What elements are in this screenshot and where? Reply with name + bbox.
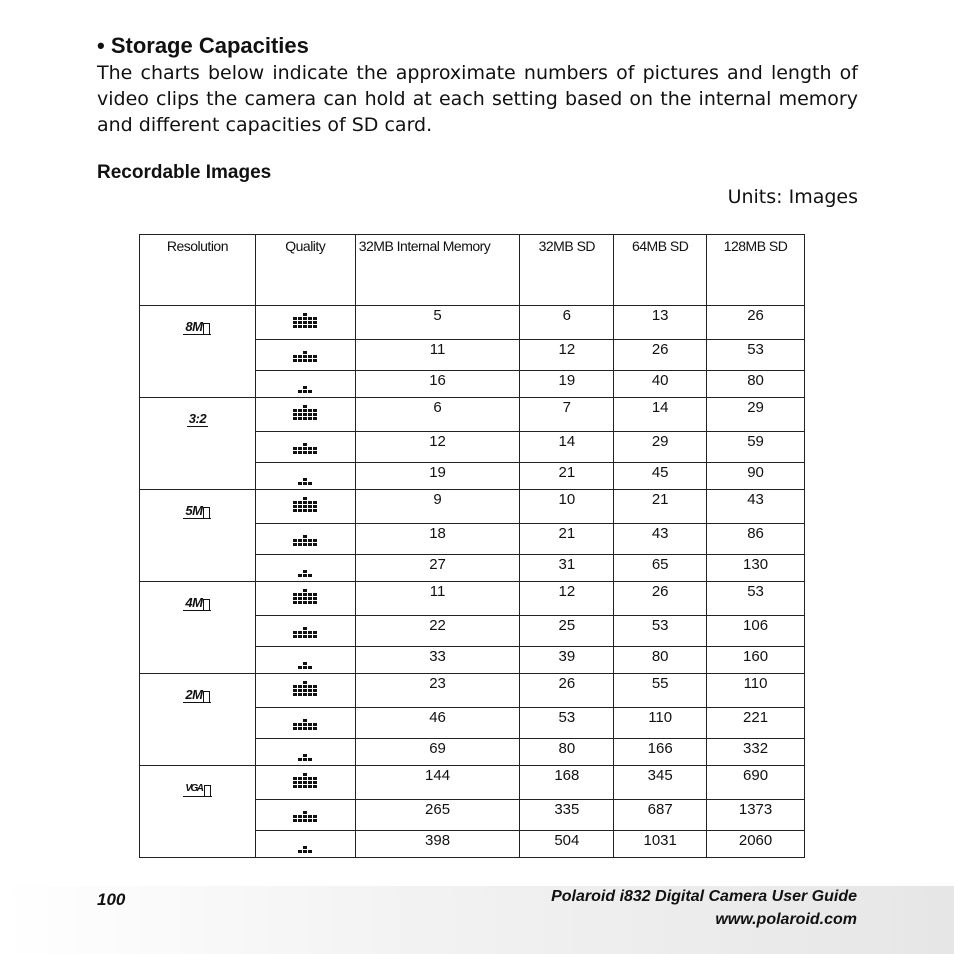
5m-resolution-icon: 5M xyxy=(183,504,211,519)
recordable-images-title: Recordable Images xyxy=(97,162,272,183)
quality-cell xyxy=(255,708,355,739)
64mb-sd-value: 55 xyxy=(614,674,707,708)
128mb-sd-value: 26 xyxy=(707,306,805,340)
128mb-sd-value: 1373 xyxy=(707,800,805,831)
header-128mb-sd: 128MB SD xyxy=(707,235,805,306)
internal-memory-value: 12 xyxy=(355,432,520,463)
128mb-sd-value: 690 xyxy=(707,766,805,800)
table-row xyxy=(140,306,805,340)
super-fine-quality-icon xyxy=(292,678,318,700)
table-row xyxy=(140,490,805,524)
fine-quality-icon xyxy=(292,528,318,550)
super-fine-quality-icon xyxy=(292,494,318,516)
32mb-sd-value: 7 xyxy=(520,398,614,432)
units-label: Units: Images xyxy=(727,186,858,208)
quality-cell xyxy=(255,582,355,616)
128mb-sd-value: 53 xyxy=(707,340,805,371)
quality-cell xyxy=(255,766,355,800)
super-fine-quality-icon xyxy=(292,402,318,424)
32mb-sd-value: 14 xyxy=(520,432,614,463)
table-row xyxy=(140,398,805,432)
storage-capacity-table xyxy=(139,234,805,858)
fine-quality-icon xyxy=(292,712,318,734)
internal-memory-value: 27 xyxy=(355,555,520,582)
internal-memory-value: 16 xyxy=(355,371,520,398)
normal-quality-icon xyxy=(292,651,318,673)
128mb-sd-value: 106 xyxy=(707,616,805,647)
table-row xyxy=(140,766,805,800)
64mb-sd-value: 26 xyxy=(614,340,707,371)
64mb-sd-value: 26 xyxy=(614,582,707,616)
64mb-sd-value: 1031 xyxy=(614,831,707,858)
32mb-sd-value: 12 xyxy=(520,340,614,371)
quality-cell xyxy=(255,371,355,398)
normal-quality-icon xyxy=(292,375,318,397)
internal-memory-value: 22 xyxy=(355,616,520,647)
32mb-sd-value: 168 xyxy=(520,766,614,800)
internal-memory-value: 19 xyxy=(355,463,520,490)
internal-memory-value: 33 xyxy=(355,647,520,674)
quality-cell xyxy=(255,831,355,858)
normal-quality-icon xyxy=(292,467,318,489)
quality-cell xyxy=(255,674,355,708)
64mb-sd-value: 43 xyxy=(614,524,707,555)
super-fine-quality-icon xyxy=(292,310,318,332)
guide-title: Polaroid i832 Digital Camera User Guide xyxy=(551,888,857,905)
3-2-resolution-icon: 3:2 xyxy=(188,411,207,426)
internal-memory-value: 11 xyxy=(355,340,520,371)
4m-resolution-icon: 4M xyxy=(183,596,211,611)
32mb-sd-value: 19 xyxy=(520,371,614,398)
resolution-cell xyxy=(140,306,256,398)
32mb-sd-value: 21 xyxy=(520,524,614,555)
footer-guide xyxy=(551,885,857,931)
32mb-sd-value: 26 xyxy=(520,674,614,708)
128mb-sd-value: 221 xyxy=(707,708,805,739)
internal-memory-value: 46 xyxy=(355,708,520,739)
super-fine-quality-icon xyxy=(292,770,318,792)
128mb-sd-value: 59 xyxy=(707,432,805,463)
resolution-cell xyxy=(140,766,256,858)
resolution-cell xyxy=(140,490,256,582)
64mb-sd-value: 21 xyxy=(614,490,707,524)
internal-memory-value: 9 xyxy=(355,490,520,524)
32mb-sd-value: 53 xyxy=(520,708,614,739)
64mb-sd-value: 80 xyxy=(614,647,707,674)
32mb-sd-value: 25 xyxy=(520,616,614,647)
header-resolution: Resolution xyxy=(140,235,256,306)
quality-cell xyxy=(255,739,355,766)
64mb-sd-value: 687 xyxy=(614,800,707,831)
quality-cell xyxy=(255,340,355,371)
128mb-sd-value: 53 xyxy=(707,582,805,616)
internal-memory-value: 144 xyxy=(355,766,520,800)
2m-resolution-icon: 2M xyxy=(183,688,211,703)
quality-cell xyxy=(255,555,355,582)
fine-quality-icon xyxy=(292,436,318,458)
64mb-sd-value: 14 xyxy=(614,398,707,432)
resolution-cell xyxy=(140,674,256,766)
64mb-sd-value: 345 xyxy=(614,766,707,800)
internal-memory-value: 18 xyxy=(355,524,520,555)
64mb-sd-value: 53 xyxy=(614,616,707,647)
32mb-sd-value: 335 xyxy=(520,800,614,831)
vga-resolution-icon: VGA xyxy=(183,782,211,797)
128mb-sd-value: 110 xyxy=(707,674,805,708)
32mb-sd-value: 39 xyxy=(520,647,614,674)
table-row xyxy=(140,674,805,708)
normal-quality-icon xyxy=(292,835,318,857)
128mb-sd-value: 90 xyxy=(707,463,805,490)
section-title: • Storage Capacities xyxy=(97,33,309,58)
internal-memory-value: 11 xyxy=(355,582,520,616)
internal-memory-value: 23 xyxy=(355,674,520,708)
internal-memory-value: 5 xyxy=(355,306,520,340)
fine-quality-icon xyxy=(292,344,318,366)
128mb-sd-value: 43 xyxy=(707,490,805,524)
page-number: 100 xyxy=(97,890,126,909)
quality-cell xyxy=(255,490,355,524)
64mb-sd-value: 45 xyxy=(614,463,707,490)
32mb-sd-value: 80 xyxy=(520,739,614,766)
128mb-sd-value: 332 xyxy=(707,739,805,766)
128mb-sd-value: 29 xyxy=(707,398,805,432)
header-internal-memory: 32MB Internal Memory xyxy=(355,235,520,306)
32mb-sd-value: 21 xyxy=(520,463,614,490)
8m-resolution-icon: 8M xyxy=(183,320,211,335)
header-64mb-sd: 64MB SD xyxy=(614,235,707,306)
fine-quality-icon xyxy=(292,620,318,642)
quality-cell xyxy=(255,432,355,463)
quality-cell xyxy=(255,524,355,555)
normal-quality-icon xyxy=(292,559,318,581)
internal-memory-value: 6 xyxy=(355,398,520,432)
header-32mb-sd: 32MB SD xyxy=(520,235,614,306)
quality-cell xyxy=(255,463,355,490)
header-quality: Quality xyxy=(255,235,355,306)
128mb-sd-value: 80 xyxy=(707,371,805,398)
table-body xyxy=(140,306,805,858)
super-fine-quality-icon xyxy=(292,586,318,608)
32mb-sd-value: 12 xyxy=(520,582,614,616)
quality-cell xyxy=(255,800,355,831)
64mb-sd-value: 65 xyxy=(614,555,707,582)
resolution-cell xyxy=(140,582,256,674)
internal-memory-value: 265 xyxy=(355,800,520,831)
32mb-sd-value: 10 xyxy=(520,490,614,524)
128mb-sd-value: 130 xyxy=(707,555,805,582)
32mb-sd-value: 31 xyxy=(520,555,614,582)
internal-memory-value: 398 xyxy=(355,831,520,858)
quality-cell xyxy=(255,616,355,647)
resolution-cell xyxy=(140,398,256,490)
64mb-sd-value: 166 xyxy=(614,739,707,766)
128mb-sd-value: 86 xyxy=(707,524,805,555)
64mb-sd-value: 29 xyxy=(614,432,707,463)
128mb-sd-value: 160 xyxy=(707,647,805,674)
table-header-row xyxy=(140,235,805,306)
32mb-sd-value: 6 xyxy=(520,306,614,340)
table-row xyxy=(140,582,805,616)
64mb-sd-value: 110 xyxy=(614,708,707,739)
128mb-sd-value: 2060 xyxy=(707,831,805,858)
quality-cell xyxy=(255,647,355,674)
fine-quality-icon xyxy=(292,804,318,826)
intro-paragraph: The charts below indicate the approximate numbers of pictures and length of video clips the camera can hold at each setting based on the internal memory and different capacities of SD card. xyxy=(97,62,858,136)
internal-memory-value: 69 xyxy=(355,739,520,766)
normal-quality-icon xyxy=(292,743,318,765)
32mb-sd-value: 504 xyxy=(520,831,614,858)
guide-url: www.polaroid.com xyxy=(715,911,857,928)
64mb-sd-value: 40 xyxy=(614,371,707,398)
64mb-sd-value: 13 xyxy=(614,306,707,340)
quality-cell xyxy=(255,306,355,340)
quality-cell xyxy=(255,398,355,432)
